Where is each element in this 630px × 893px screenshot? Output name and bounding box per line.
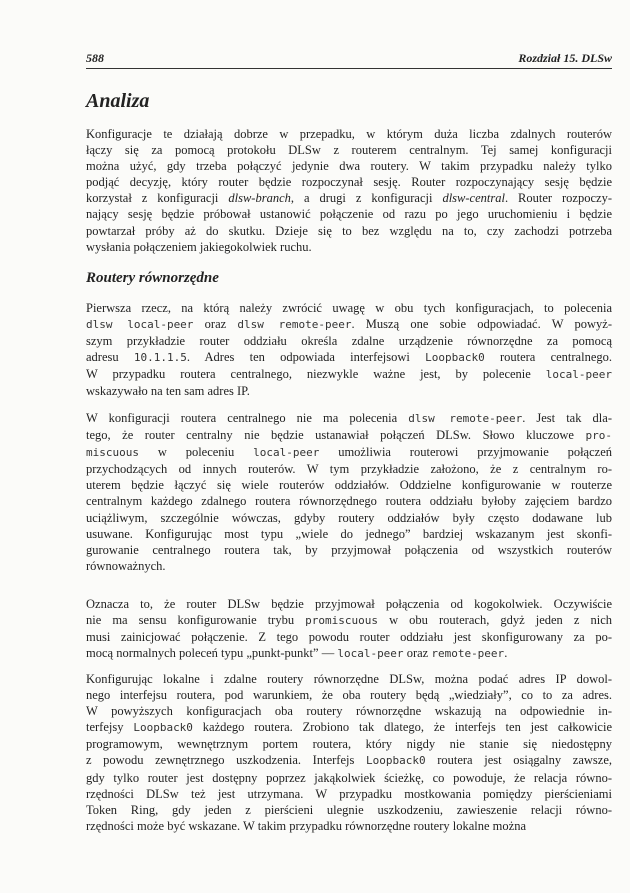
paragraph xyxy=(86,410,612,574)
text-line xyxy=(86,629,612,645)
text-line xyxy=(86,410,612,427)
text-run: w obu routerach, gdyż jeden z nich xyxy=(378,613,612,628)
text-run: musi zainicjować połączenie. Z tego powodu router oddziału jest skonfigurowany za po- xyxy=(86,630,612,645)
text-run: nający sesję będzie próbował ustanowić połączenie od razu po jego uruchomieniu i będzie xyxy=(86,207,612,222)
text-line xyxy=(86,461,612,477)
text-line xyxy=(86,206,612,222)
text-run: . Router rozpoczy- xyxy=(504,191,612,206)
page-number: 588 xyxy=(86,51,104,65)
text-line xyxy=(86,736,612,752)
text-run: mocą normalnych poleceń typu „punkt-punkt” — xyxy=(86,646,338,661)
section-title: Analiza xyxy=(86,90,150,112)
text-run: uterem będzie łączyć się wiele routerów oddziałów. Oddzielne konfigurowanie w routerze xyxy=(86,478,612,493)
text-line xyxy=(86,526,612,542)
code-inline: promiscuous xyxy=(305,614,379,628)
text-line xyxy=(86,493,612,509)
text-line xyxy=(86,158,612,174)
page-header xyxy=(86,50,612,69)
text-run: , a drugi z konfiguracji xyxy=(290,191,443,206)
paragraph xyxy=(86,671,612,834)
text-run: routera centralnego. xyxy=(484,350,612,365)
code-inline: dlsw local-peer xyxy=(86,318,194,332)
paragraph xyxy=(86,300,612,400)
text-run: Pierwsza rzecz, na którą należy zwrócić uwagę w obu tych konfiguracjach, to polecenia xyxy=(86,301,612,315)
text-line xyxy=(86,366,612,383)
text-run: tego, że router centralny nie będzie ustanawiał połączeń DLSw. Słowo kluczowe xyxy=(86,428,586,443)
text-line xyxy=(86,444,612,461)
text-run: oraz xyxy=(403,646,432,661)
text-run: gurowanie centralnego routera tak, by przyjmował połączenia od wszystkich routerów xyxy=(86,542,612,557)
code-inline: Loopback0 xyxy=(133,721,193,735)
text-line xyxy=(86,671,612,687)
text-line xyxy=(86,786,612,802)
text-run: rzędności DLSw też jest utrzymana. W przypadku mostkowania pomiędzy pierścieniami xyxy=(86,786,612,801)
text-run: gdy tylko router jest dostępny poprzez jakąkolwiek ścieżkę, co powoduje, że relacja równo- xyxy=(86,770,612,785)
text-line xyxy=(86,596,612,612)
text-line xyxy=(86,174,612,190)
text-line xyxy=(86,558,612,574)
text-run: W przypadku routera centralnego, niezwykle ważne jest, by polecenie xyxy=(86,367,546,382)
text-run: umożliwia routerowi przyjmowanie połączeń xyxy=(319,445,612,460)
text-run: można użyć, gdy trzeba połączyć jedynie dwa routery. W takim przypadku należy tylko xyxy=(86,159,612,174)
text-run: uciążliwym, szczególnie wówczas, gdyby routery oddziałów były często dodawane lub xyxy=(86,510,612,525)
text-run: W powyższych konfiguracjach oba routery równorzędne wskazują na odpowiednie in- xyxy=(86,704,612,719)
code-inline: Loopback0 xyxy=(425,351,485,365)
emphasis: dlsw-branch xyxy=(228,191,291,206)
text-run: szym przykładzie router oddziału określa zdalne urządzenie równorzędne za pomocą xyxy=(86,334,612,349)
text-line xyxy=(86,300,612,316)
text-run: nego interfejsu routera, pod warunkiem, że oba routery będą „wiedziały”, co to za adres. xyxy=(86,688,612,703)
paragraph xyxy=(86,126,612,255)
text-run: z powodu zewnętrznego uszkodzenia. Interfejs xyxy=(86,753,366,768)
code-inline: miscuous xyxy=(86,446,139,460)
text-run: nie ma sensu konfigurowanie trybu xyxy=(86,613,306,628)
text-run: Token Ring, gdy jeden z pierścieni ulegnie uszkodzeniu, zawieszenie relacji równo- xyxy=(86,802,612,817)
text-line xyxy=(86,333,612,349)
code-inline: 10.1.1.5 xyxy=(133,351,187,365)
text-line xyxy=(86,190,612,206)
text-line xyxy=(86,239,612,255)
text-line xyxy=(86,126,612,142)
text-run: podjąć decyzję, który router będzie rozpoczynał sesję. Router rozpoczynający sesję będzie xyxy=(86,175,612,190)
text-run: łączy się za pomocą protokołu DLSw z routerem centralnym. Tej samej konfiguracji xyxy=(86,143,612,158)
text-run: przychodzących od innych routerów. W tym przykładzie założono, że z centralnym ro- xyxy=(86,462,612,477)
text-line xyxy=(86,645,612,662)
text-run: rzędności może być wskazane. W takim przypadku równorzędne routery lokalne można xyxy=(86,818,526,833)
text-run: usuwane. Konfigurując most typu „wiele do jednego” bardziej wskazanym jest skonfi- xyxy=(86,526,612,541)
running-head: Rozdział 15. DLSw xyxy=(518,51,612,65)
text-run: . Muszą one sobie odpowiadać. W powyż- xyxy=(351,317,612,332)
text-line xyxy=(86,316,612,333)
text-line xyxy=(86,752,612,769)
text-line xyxy=(86,687,612,703)
text-run: oraz xyxy=(193,317,238,332)
text-run: powtarzał próby aż do skutku. Dzieje się to bez względu na to, czy zachodzi potrzeba xyxy=(86,223,612,238)
text-run: w poleceniu xyxy=(138,445,254,460)
text-run: programowym, wewnętrznym portem routera, który nigdy nie stanie się niedostępny xyxy=(86,737,612,752)
text-line xyxy=(86,223,612,239)
text-line xyxy=(86,719,612,736)
text-line xyxy=(86,818,612,834)
code-inline: remote-peer xyxy=(431,647,505,661)
code-inline: pro- xyxy=(585,429,612,443)
text-run: centralnym każdego zdalnego routera równorzędnego routera oddziału byłoby zajęciem bardzo xyxy=(86,494,612,509)
text-line xyxy=(86,383,612,399)
code-inline: Loopback0 xyxy=(365,754,426,768)
text-run: routera jest osiągalny zawsze, xyxy=(425,753,612,768)
code-inline: local-peer xyxy=(337,647,404,661)
text-run: wysłania połączeniem jakiegokolwiek ruchu. xyxy=(86,239,312,254)
text-run: W konfiguracji routera centralnego nie ma polecenia xyxy=(86,411,409,425)
text-line xyxy=(86,612,612,629)
text-run: równoważnych. xyxy=(86,558,166,573)
text-line xyxy=(86,427,612,444)
text-run: każdego routera. Zrobiono tak dlatego, że interfejs ten jest całkowicie xyxy=(192,720,612,735)
emphasis: dlsw-central xyxy=(442,191,505,206)
paragraph xyxy=(86,596,612,662)
code-inline: dlsw remote-peer xyxy=(237,318,352,332)
text-line xyxy=(86,802,612,818)
text-line xyxy=(86,770,612,786)
code-inline: dlsw remote-peer xyxy=(408,412,523,425)
text-line xyxy=(86,142,612,158)
text-run: Konfiguracje te działają dobrze w przepadku, w którym duża liczba zdalnych routerów xyxy=(86,127,612,141)
text-run: wskazywało na ten sam adres IP. xyxy=(86,384,250,399)
text-line xyxy=(86,477,612,493)
text-run: Konfigurując lokalne i zdalne routery równorzędne DLSw, można podać adres IP dowol- xyxy=(86,672,612,686)
subsection-title: Routery równorzędne xyxy=(86,270,219,286)
text-run: Oznacza to, że router DLSw będzie przyjmował połączenia od kogokolwiek. Oczywiście xyxy=(86,597,612,611)
code-inline: local-peer xyxy=(545,368,612,382)
text-line xyxy=(86,510,612,526)
text-run: korzystał z konfiguracji xyxy=(86,191,229,206)
text-run: . Jest tak dla- xyxy=(522,411,612,425)
text-run: adresu xyxy=(86,350,134,365)
text-run: . xyxy=(504,646,508,661)
text-run: terfejsy xyxy=(86,720,134,735)
text-line xyxy=(86,703,612,719)
text-line xyxy=(86,349,612,366)
code-inline: local-peer xyxy=(253,446,320,460)
text-line xyxy=(86,542,612,558)
text-run: . Adres ten odpowiada interfejsowi xyxy=(186,350,426,365)
